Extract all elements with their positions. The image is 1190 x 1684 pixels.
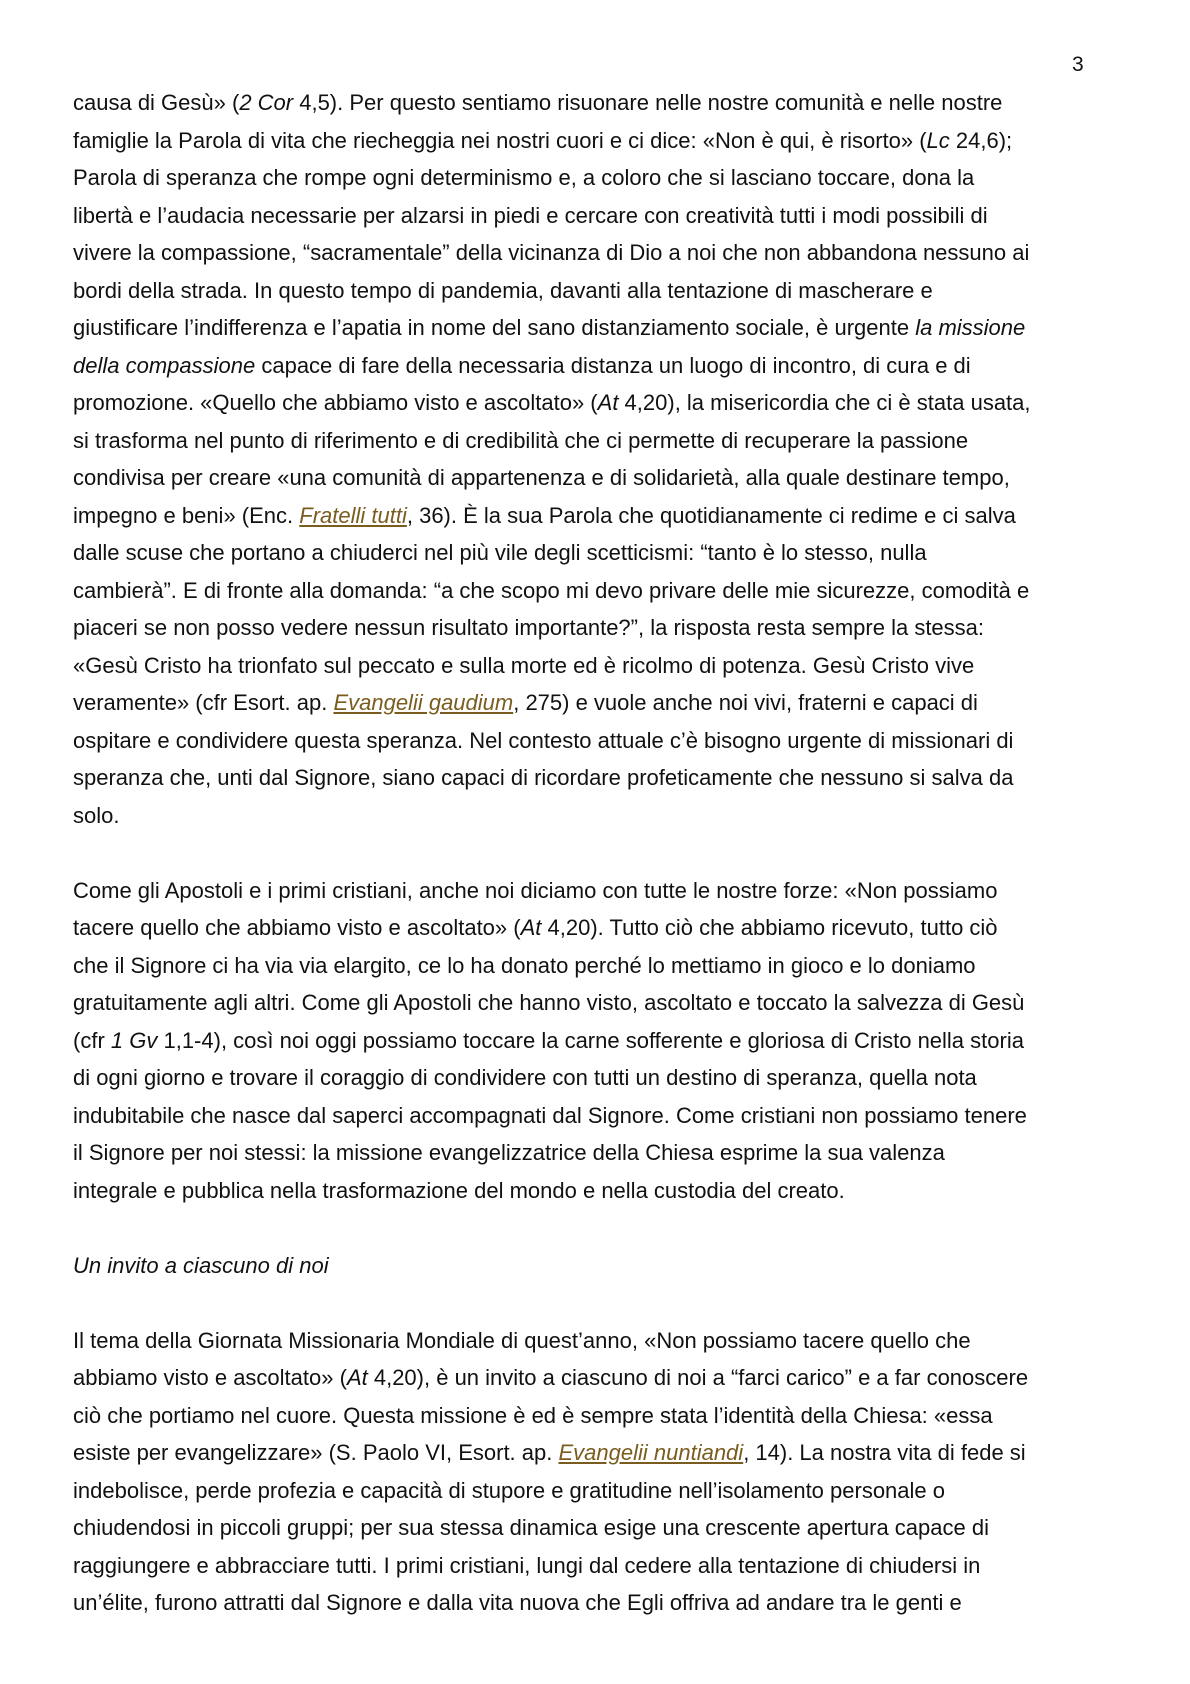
text-line: [73, 122, 1133, 160]
text-segment: solo.: [73, 802, 120, 828]
text-line: [73, 797, 1133, 835]
text-segment: integrale e pubblica nella trasformazione del mondo e nella custodia del creato.: [73, 1177, 845, 1203]
text-line: [73, 609, 1133, 647]
text-line: [73, 422, 1133, 460]
text-line: [73, 872, 1133, 910]
text-line: [73, 534, 1133, 572]
text-line: [73, 1397, 1133, 1435]
text-segment: esiste per evangelizzare» (S. Paolo VI, Esort. ap.: [73, 1440, 559, 1465]
text-segment: ospitare e condividere questa speranza. Nel contesto attuale c’è bisogno urgente di missionari di: [73, 727, 1014, 753]
paragraph-group: [73, 1322, 1133, 1622]
text-segment: Parola di speranza che rompe ogni determinismo e, a coloro che si lasciano toccare, dona la: [73, 165, 975, 190]
text-segment: tacere quello che abbiamo visto e ascoltato» (: [73, 915, 521, 940]
text-segment: , 275) e vuole anche noi vivi, fraterni e capaci di: [513, 690, 978, 715]
text-line: [73, 1472, 1133, 1510]
paragraph: [73, 84, 1133, 834]
text-segment: il Signore per noi stessi: la missione evangelizzatrice della Chiesa esprime la sua valenza: [73, 1140, 945, 1165]
text-line: [73, 1059, 1133, 1097]
citation-italic: 1 Gv: [110, 1027, 158, 1053]
text-segment: 4,20), la misericordia che ci è stata usata,: [618, 390, 1031, 415]
link-evangelii-gaudium[interactable]: Evangelii gaudium: [333, 690, 514, 715]
text-line: [73, 309, 1133, 347]
text-segment: di ogni giorno e trovare il coraggio di condividere con tutti un destino di speranza, quella nota: [73, 1065, 977, 1090]
citation-italic: della compassione: [73, 352, 256, 378]
text-line: [73, 647, 1133, 685]
text-segment: impegno e beni» (Enc.: [73, 502, 300, 528]
text-line: [73, 197, 1133, 235]
text-segment: , 36). È la sua Parola che quotidianamente ci redime e ci salva: [406, 502, 1016, 528]
document-body: [73, 84, 1133, 1659]
text-segment: causa di Gesù» (: [73, 90, 240, 115]
text-line: [73, 1022, 1133, 1060]
text-line: [73, 347, 1133, 385]
text-segment: vivere la compassione, “sacramentale” della vicinanza di Dio a noi che non abbandona nessuno ai: [73, 240, 1030, 265]
text-segment: giustificare l’indifferenza e l’apatia in nome del sano distanziamento sociale, è urgente: [73, 315, 916, 340]
text-segment: Il tema della Giornata Missionaria Mondiale di quest’anno, «Non possiamo tacere quello che: [73, 1327, 971, 1353]
text-line: [73, 1547, 1133, 1585]
text-segment: che il Signore ci ha via via elargito, ce lo ha donato perché lo mettiamo in gioco e lo doniamo: [73, 952, 976, 978]
text-segment: 4,5). Per questo sentiamo risuonare nelle nostre comunità e nelle nostre: [293, 90, 1003, 115]
text-segment: chiudendosi in piccoli gruppi; per sua stessa dinamica esige una crescente apertura capace di: [73, 1515, 989, 1540]
text-segment: si trasforma nel punto di riferimento e di credibilità che ci permette di recuperare la passione: [73, 427, 969, 453]
text-line: [73, 459, 1133, 497]
paragraph: [73, 1322, 1133, 1622]
text-segment: 4,20). Tutto ciò che abbiamo ricevuto, tutto ciò: [541, 915, 998, 940]
text-segment: condivisa per creare «una comunità di appartenenza e di solidarietà, alla quale destinare tempo,: [73, 465, 1010, 490]
text-line: [73, 1359, 1133, 1397]
text-line: [73, 909, 1133, 947]
section-heading: Un invito a ciascuno di noi: [73, 1252, 329, 1278]
citation-italic: At: [346, 1365, 368, 1390]
paragraph-group: [73, 84, 1133, 1209]
text-segment: raggiungere e abbracciare tutti. I primi cristiani, lungi dal cedere alla tentazione di chiudersi in: [73, 1552, 981, 1578]
text-segment: piaceri se non posso vedere nessun risultato importante?”, la risposta resta sempre la stessa:: [73, 615, 985, 640]
text-line: [73, 497, 1133, 535]
citation-italic: At: [597, 390, 619, 415]
text-segment: un’élite, furono attratti dal Signore e dalla vita nuova che Egli offriva ad andare tra le genti e: [73, 1590, 962, 1615]
text-segment: (cfr: [73, 1027, 111, 1053]
text-line: [73, 722, 1133, 760]
text-segment: gratuitamente agli altri. Come gli Apostoli che hanno visto, ascoltato e toccato la salvezza di Gesù: [73, 990, 1025, 1015]
text-line: [73, 234, 1133, 272]
text-segment: capace di fare della necessaria distanza un luogo di incontro, di cura e di: [255, 352, 971, 378]
link-evangelii-nuntiandi[interactable]: Evangelii nuntiandi: [558, 1440, 744, 1465]
text-line: [73, 759, 1133, 797]
text-line: [73, 572, 1133, 610]
text-segment: 4,20), è un invito a ciascuno di noi a “farci carico” e a far conoscere: [367, 1365, 1029, 1390]
citation-italic: la missione: [915, 315, 1026, 340]
text-segment: 1,1-4), così noi oggi possiamo toccare la carne sofferente e gloriosa di Cristo nella storia: [157, 1027, 1024, 1053]
text-line: [73, 1134, 1133, 1172]
text-segment: bordi della strada. In questo tempo di pandemia, davanti alla tentazione di mascherare e: [73, 277, 933, 303]
citation-italic: 2 Cor: [239, 90, 294, 115]
text-line: [73, 1584, 1133, 1622]
text-line: [73, 1172, 1133, 1210]
text-segment: speranza che, unti dal Signore, siano capaci di ricordare profeticamente che nessuno si salva da: [73, 765, 1014, 790]
text-line: [73, 1322, 1133, 1360]
text-line: [73, 384, 1133, 422]
citation-italic: Lc: [926, 127, 950, 153]
text-segment: libertà e l’audacia necessarie per alzarsi in piedi e cercare con creatività tutti i modi possibili di: [73, 202, 988, 228]
text-segment: 24,6);: [949, 127, 1013, 153]
text-line: [73, 947, 1133, 985]
text-segment: Come gli Apostoli e i primi cristiani, anche noi diciamo con tutte le nostre forze: «Non possiamo: [73, 877, 998, 903]
text-line: [73, 1097, 1133, 1135]
text-segment: promozione. «Quello che abbiamo visto e ascoltato» (: [73, 390, 598, 415]
text-segment: cambierà”. E di fronte alla domanda: “a che scopo mi devo privare delle mie sicurezze, comodità e: [73, 577, 1030, 603]
text-segment: indubitabile che nasce dal saperci accompagnati dal Signore. Come cristiani non possiamo tenere: [73, 1102, 1027, 1128]
text-line: [73, 684, 1133, 722]
text-line: [73, 984, 1133, 1022]
text-segment: ciò che portiamo nel cuore. Questa missione è ed è sempre stata l’identità della Chiesa: «essa: [73, 1402, 993, 1428]
citation-italic: At: [520, 915, 542, 940]
page-number: 3: [1072, 53, 1084, 76]
text-segment: famiglie la Parola di vita che riecheggia nei nostri cuori e ci dice: «Non è qui, è risorto» (: [73, 127, 927, 153]
text-segment: veramente» (cfr Esort. ap.: [73, 690, 334, 715]
paragraph: [73, 872, 1133, 1210]
text-line: [73, 84, 1133, 122]
text-line: [73, 1509, 1133, 1547]
link-fratelli-tutti[interactable]: Fratelli tutti: [299, 502, 407, 528]
text-segment: indebolisce, perde profezia e capacità di stupore e gratitudine nell’isolamento personale o: [73, 1477, 945, 1503]
text-segment: «Gesù Cristo ha trionfato sul peccato e sulla morte ed è ricolmo di potenza. Gesù Cristo vive: [73, 652, 975, 678]
text-segment: dalle scuse che portano a chiuderci nel più vile degli scetticismi: “tanto è lo stesso, nulla: [73, 540, 927, 565]
text-segment: abbiamo visto e ascoltato» (: [73, 1365, 347, 1390]
text-line: [73, 159, 1133, 197]
text-segment: , 14). La nostra vita di fede si: [743, 1440, 1026, 1465]
text-line: [73, 272, 1133, 310]
text-line: [73, 1434, 1133, 1472]
